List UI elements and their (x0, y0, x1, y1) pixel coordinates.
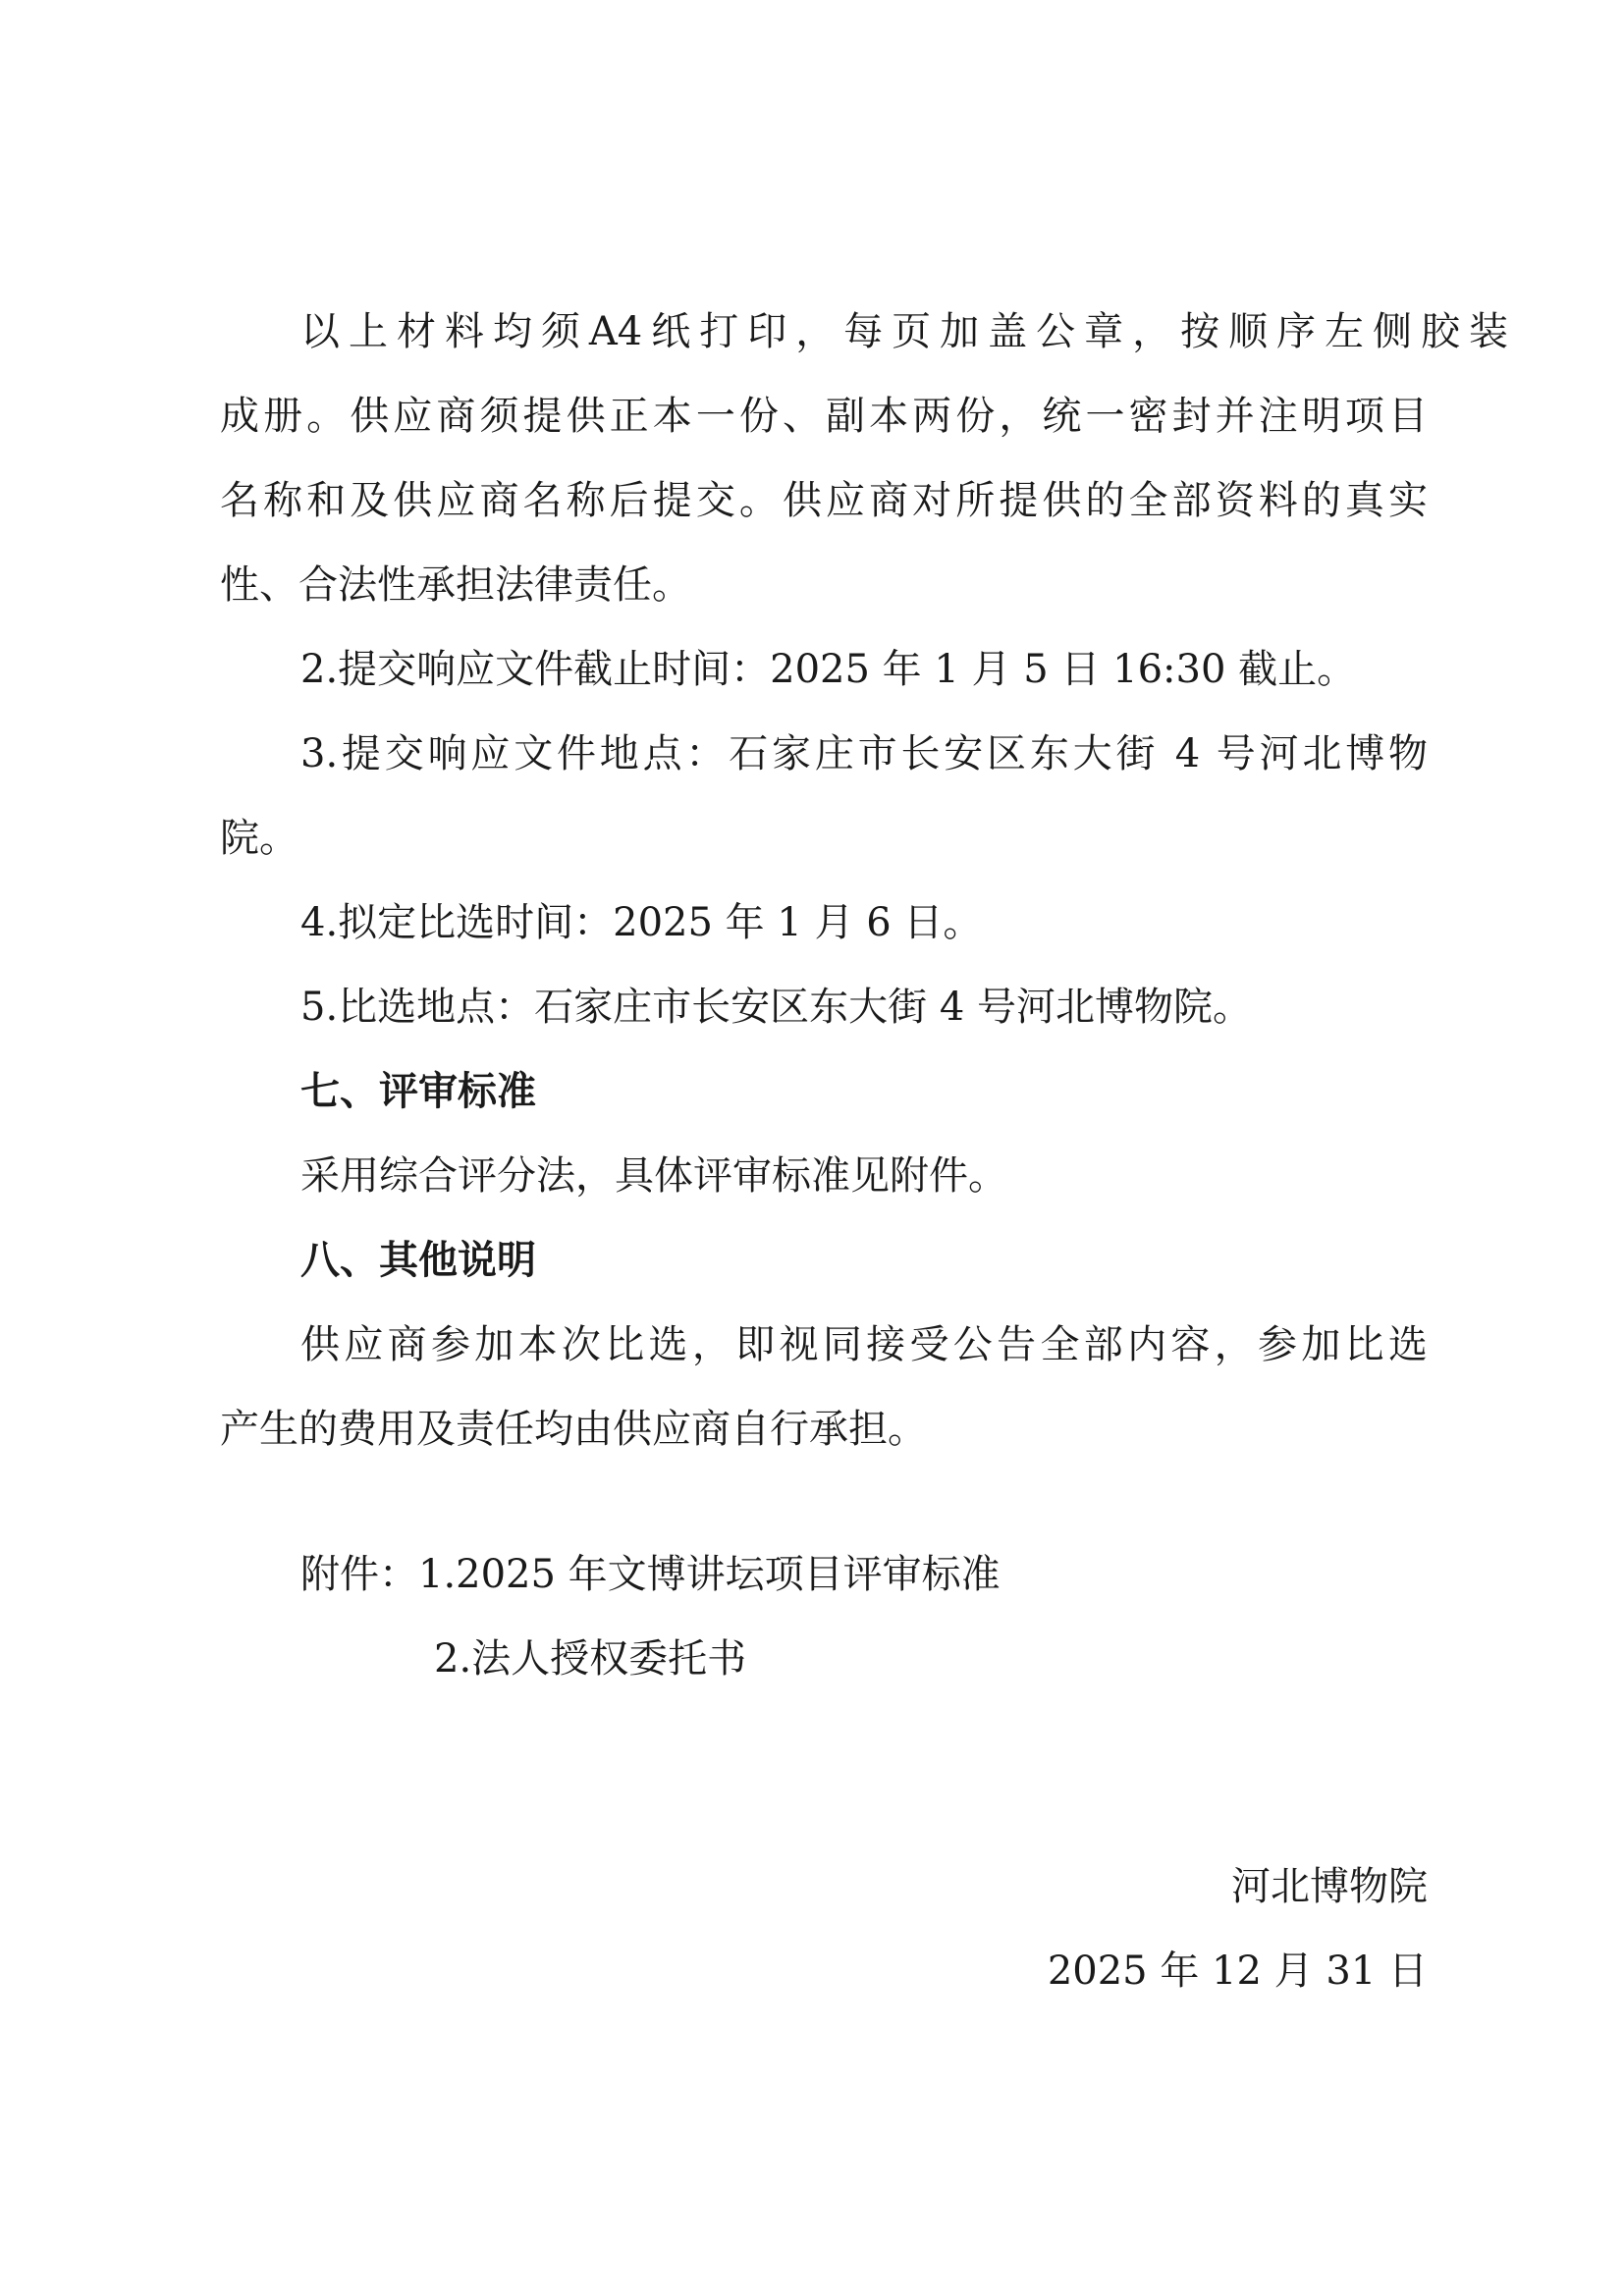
materials-line-3: 名称和及供应商名称后提交。供应商对所提供的全部资料的真实 (220, 478, 1428, 523)
attachment-item-2: 2.法人授权委托书 (434, 1636, 747, 1682)
item-2-deadline: 2.提交响应文件截止时间：2025 年 1 月 5 日 16:30 截止。 (300, 647, 1357, 692)
signature-date: 2025 年 12 月 31 日 (1047, 1949, 1428, 1994)
section-8-body-line-1: 供应商参加本次比选，即视同接受公告全部内容，参加比选 (300, 1322, 1428, 1367)
section-7-body: 采用综合评分法，具体评审标准见附件。 (300, 1153, 1007, 1199)
item-3-location-line-2: 院。 (220, 816, 298, 861)
attachment-item-1: 附件：1.2025 年文博讲坛项目评审标准 (300, 1552, 1001, 1597)
section-7-heading: 七、评审标准 (300, 1069, 536, 1114)
materials-line-1: 以上材料均须A4纸打印，每页加盖公章，按顺序左侧胶装 (300, 309, 1508, 354)
item-4-selection-date: 4.拟定比选时间：2025 年 1 月 6 日。 (300, 900, 983, 945)
materials-line-2: 成册。供应商须提供正本一份、副本两份，统一密封并注明项目 (220, 394, 1428, 439)
item-3-location-line-1: 3.提交响应文件地点：石家庄市长安区东大街 4 号河北博物 (300, 731, 1428, 776)
section-8-body-line-2: 产生的费用及责任均由供应商自行承担。 (220, 1407, 927, 1452)
materials-line-4: 性、合法性承担法律责任。 (220, 562, 691, 608)
item-5-selection-location: 5.比选地点：石家庄市长安区东大街 4 号河北博物院。 (300, 985, 1253, 1030)
signature-organization: 河北博物院 (1231, 1864, 1428, 1909)
section-8-heading: 八、其他说明 (300, 1238, 536, 1283)
